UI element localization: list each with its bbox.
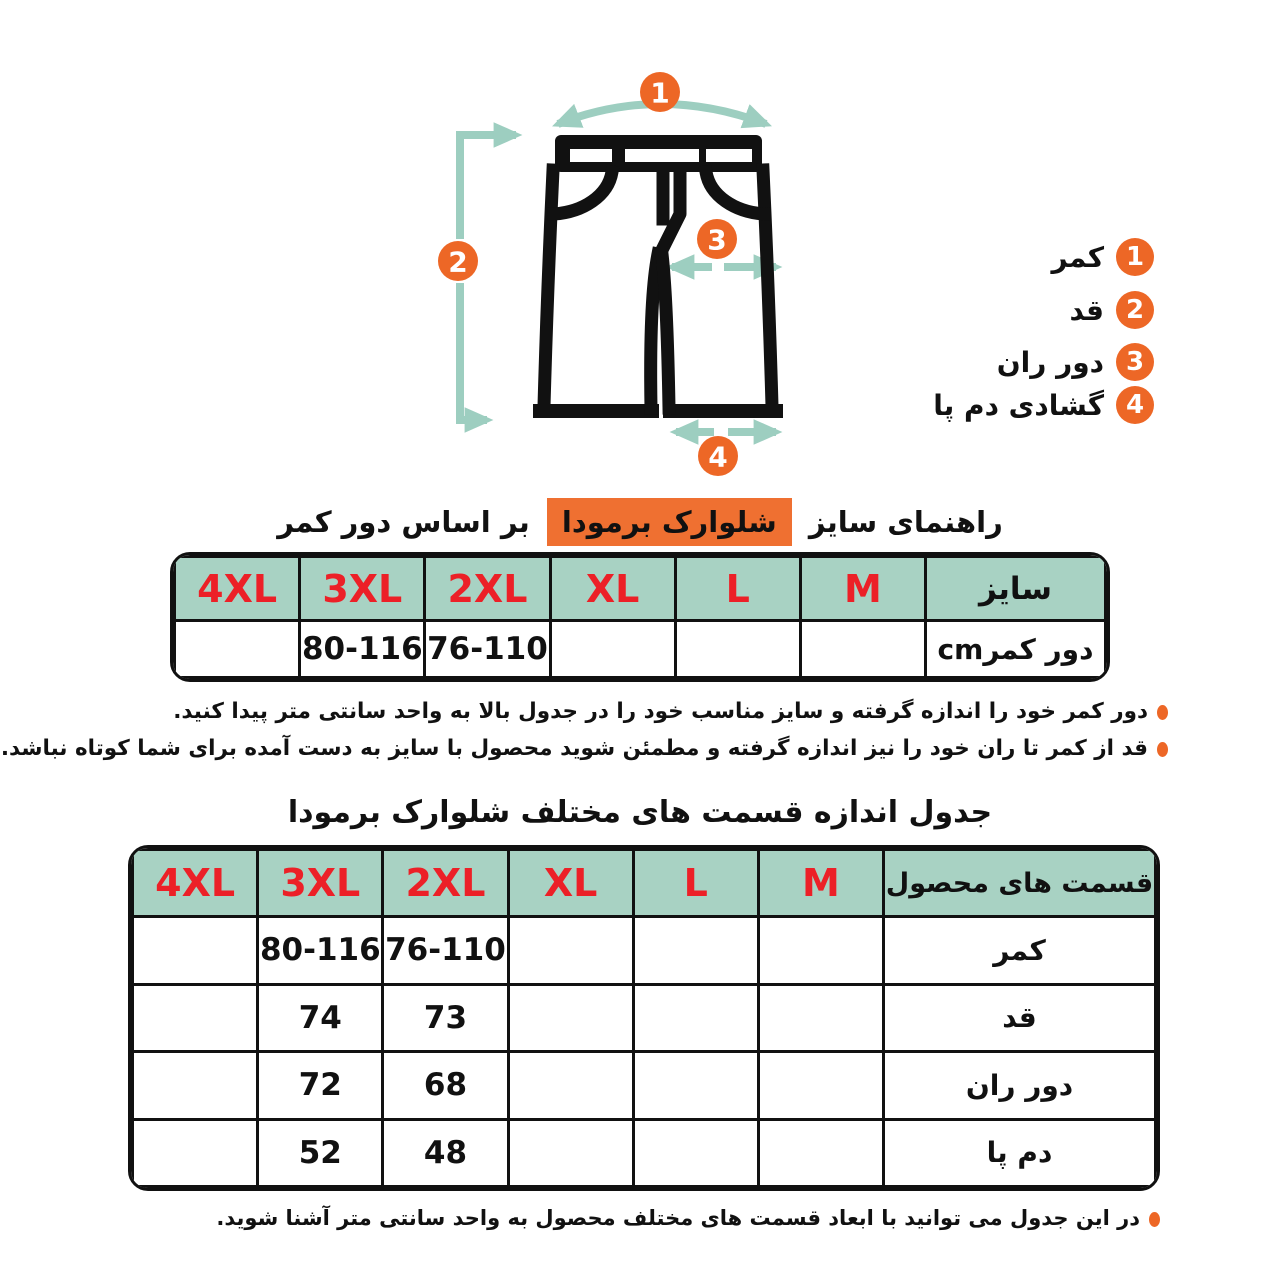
value-cell <box>550 621 675 678</box>
bullet-icon <box>1157 705 1168 720</box>
value-cell <box>133 1119 258 1187</box>
value-cell <box>508 917 633 985</box>
legend-item-length <box>1069 291 1154 329</box>
value-cell <box>133 1052 258 1120</box>
legend-item-leg-opening <box>933 386 1154 424</box>
marker-2-number: 2 <box>448 245 468 279</box>
value-cell <box>508 984 633 1052</box>
header-size-cell: 3XL <box>258 850 383 917</box>
value-cell <box>133 984 258 1052</box>
length-bracket-top <box>460 135 516 239</box>
header-size-cell: L <box>675 557 800 621</box>
value-cell <box>800 621 925 678</box>
header-size-cell: M <box>800 557 925 621</box>
value-cell: 48 <box>383 1119 508 1187</box>
header-label-cell: قسمت های محصول <box>884 850 1156 917</box>
value-cell <box>675 621 800 678</box>
value-cell <box>633 1119 758 1187</box>
bullet-icon <box>1157 742 1168 757</box>
row-label-cell: دور کمرcm <box>926 621 1106 678</box>
value-cell <box>758 917 883 985</box>
header-size-cell: L <box>633 850 758 917</box>
size-by-waist-table <box>173 555 1107 679</box>
value-cell <box>633 917 758 985</box>
row-label-cell: قد <box>884 984 1156 1052</box>
data-row <box>175 621 1106 678</box>
title-suffix: بر اساس دور کمر <box>277 505 530 539</box>
header-row <box>175 557 1106 621</box>
value-cell: 68 <box>383 1052 508 1120</box>
header-size-cell: 2XL <box>383 850 508 917</box>
legend-label-length: قد <box>1069 293 1104 327</box>
header-size-cell: 4XL <box>175 557 300 621</box>
row-label-cell: دم پا <box>884 1119 1156 1187</box>
value-cell: 76-110 <box>383 917 508 985</box>
value-cell <box>758 1052 883 1120</box>
marker-1-number: 1 <box>650 76 670 110</box>
legend-item-thigh <box>997 343 1154 381</box>
legend-badge-1: 1 <box>1116 238 1154 276</box>
size-by-waist-table-wrapper <box>170 552 1110 682</box>
instruction-line <box>1 693 1168 730</box>
value-cell <box>508 1052 633 1120</box>
parts-table-title: جدول اندازه قسمت های مختلف شلوارک برمودا <box>287 795 993 830</box>
length-bracket-bottom <box>460 283 487 420</box>
header-label-cell: سایز <box>926 557 1106 621</box>
value-cell <box>133 917 258 985</box>
header-size-cell: 4XL <box>133 850 258 917</box>
legend-badge-2: 2 <box>1116 291 1154 329</box>
legend-badge-4: 4 <box>1116 386 1154 424</box>
legend-label-thigh: دور ران <box>996 345 1104 379</box>
value-cell <box>633 984 758 1052</box>
header-size-cell: XL <box>550 557 675 621</box>
value-cell: 80-116 <box>258 917 383 985</box>
marker-3-number: 3 <box>707 223 727 257</box>
instruction-line <box>1 730 1168 767</box>
parts-table-note <box>216 1203 1160 1233</box>
marker-4-number: 4 <box>708 440 728 474</box>
parts-measurements-table-wrapper <box>128 845 1160 1191</box>
title-prefix: راهنمای سایز <box>808 505 1003 539</box>
header-size-cell: XL <box>508 850 633 917</box>
header-size-cell: 2XL <box>425 557 550 621</box>
legend-label-leg-opening: گشادی دم پا <box>933 388 1104 422</box>
instruction-text: دور کمر خود را اندازه گرفته و سایز مناسب خود را در جدول بالا به واحد سانتی متر پیدا کنید. <box>173 699 1148 724</box>
value-cell: 72 <box>258 1052 383 1120</box>
row-label-cell: کمر <box>884 917 1156 985</box>
measure-instructions <box>1 693 1168 767</box>
size-guide-title <box>0 494 1280 550</box>
instruction-text: قد از کمر تا ران خود را نیز اندازه گرفته و مطمئن شوید محصول با سایز به دست آمده برای شما کوتاه نباشد. <box>0 736 1148 761</box>
data-row <box>133 1052 1156 1120</box>
value-cell <box>758 1119 883 1187</box>
note-text: در این جدول می توانید با ابعاد قسمت های مختلف محصول به واحد سانتی متر آشنا شوید. <box>216 1206 1140 1230</box>
legend-item-waist <box>1052 238 1154 276</box>
header-size-cell: 3XL <box>300 557 425 621</box>
shorts-measurement-diagram <box>430 72 850 484</box>
value-cell: 80-116 <box>300 621 425 678</box>
shorts-icon <box>540 135 776 411</box>
bullet-icon <box>1149 1212 1160 1227</box>
data-row <box>133 1119 1156 1187</box>
data-row <box>133 917 1156 985</box>
data-row <box>133 984 1156 1052</box>
value-cell <box>633 1052 758 1120</box>
header-row <box>133 850 1156 917</box>
value-cell <box>175 621 300 678</box>
value-cell: 74 <box>258 984 383 1052</box>
value-cell: 73 <box>383 984 508 1052</box>
header-size-cell: M <box>758 850 883 917</box>
value-cell: 76-110 <box>425 621 550 678</box>
value-cell <box>758 984 883 1052</box>
parts-measurements-table <box>131 848 1157 1188</box>
title-highlight-product: شلوارک برمودا <box>547 498 792 546</box>
row-label-cell: دور ران <box>884 1052 1156 1120</box>
value-cell: 52 <box>258 1119 383 1187</box>
legend-label-waist: کمر <box>1051 240 1104 274</box>
legend-badge-3: 3 <box>1116 343 1154 381</box>
value-cell <box>508 1119 633 1187</box>
